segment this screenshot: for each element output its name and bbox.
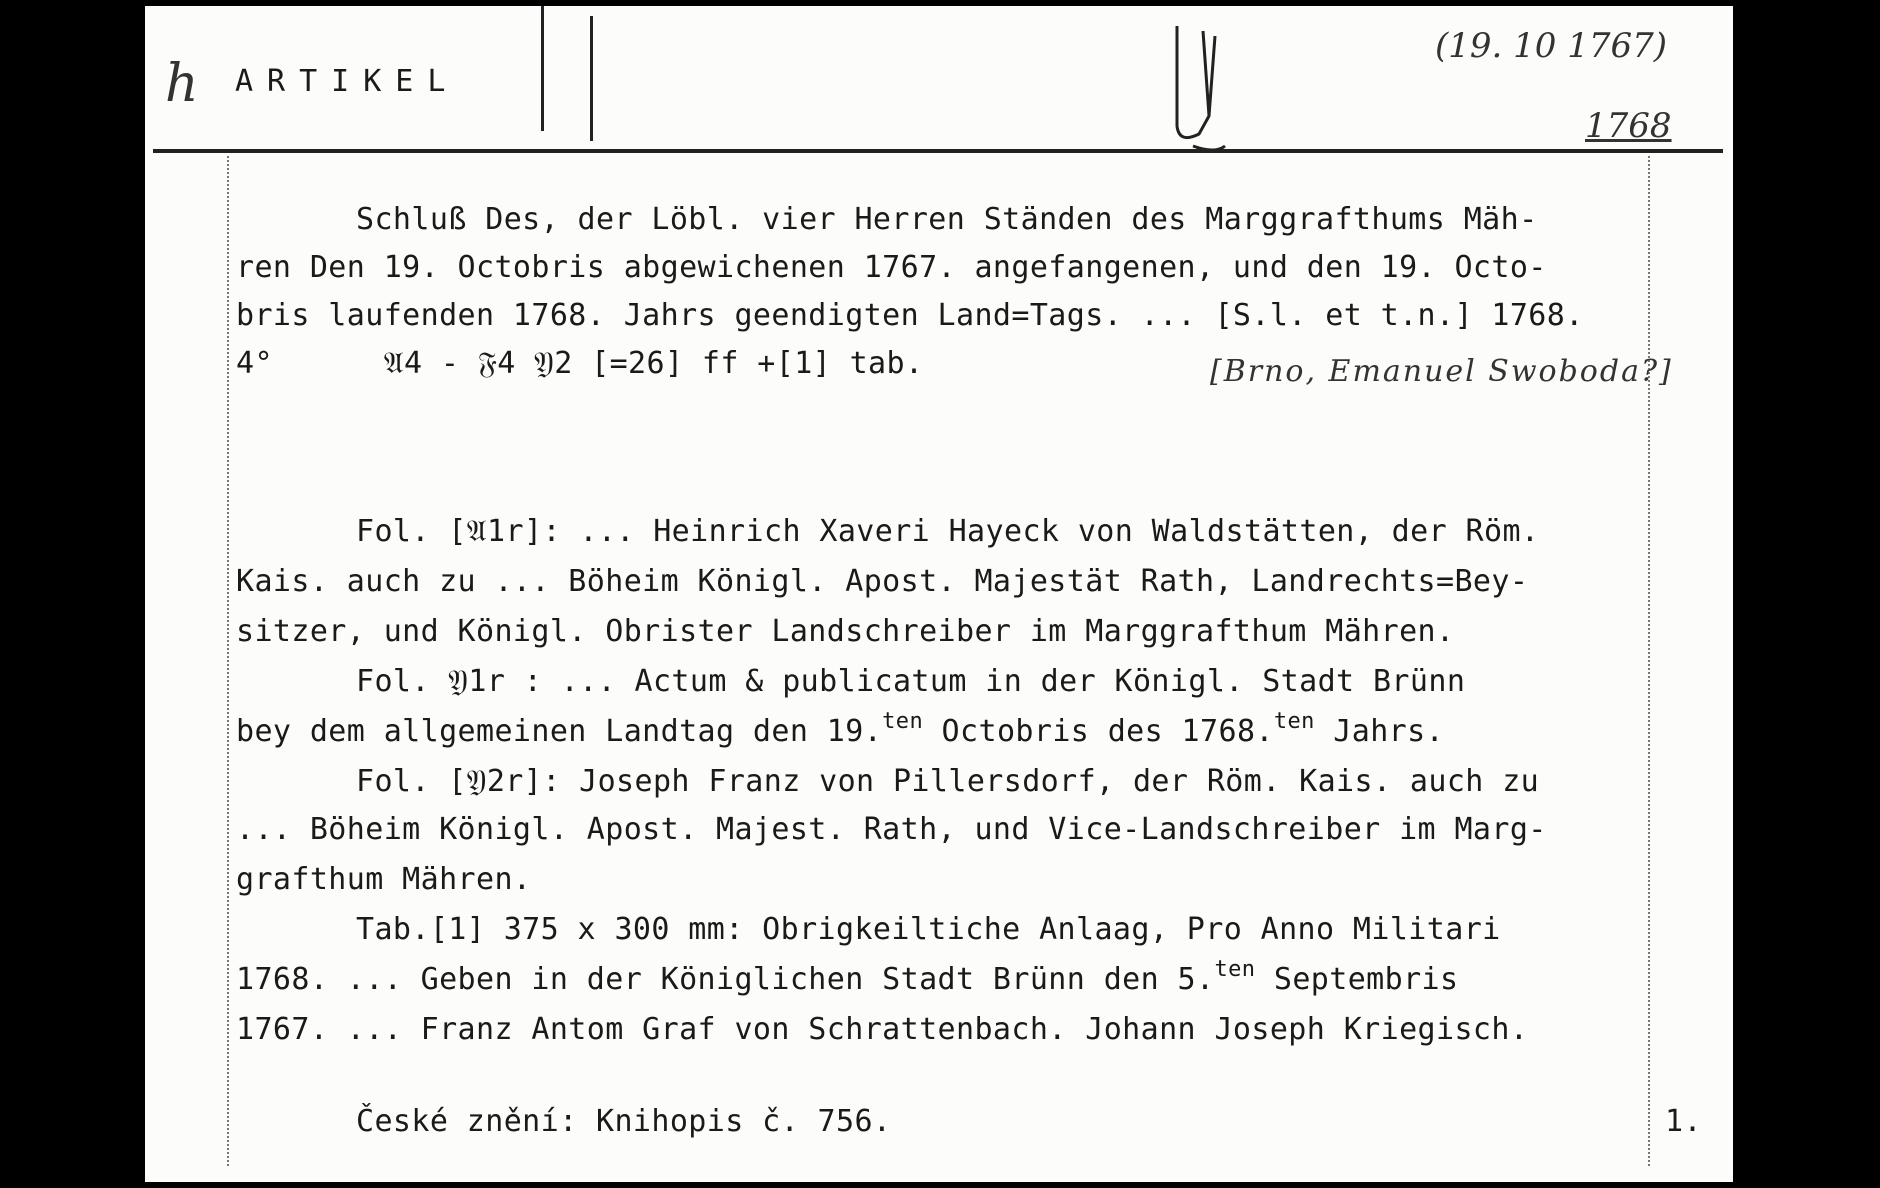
text-segment: Octobris des 1768.	[923, 714, 1274, 749]
catalog-card	[145, 6, 1733, 1182]
date-note: (19. 10 1767)	[1435, 26, 1668, 66]
superscript: ten	[882, 708, 924, 734]
text-segment: Jahrs.	[1314, 714, 1445, 749]
handwritten-mark: h	[165, 54, 199, 114]
folio-line: sitzer, und Königl. Obrister Landschreiber im Marggrafthum Mähren.	[236, 614, 1455, 649]
reference-line: České znění: Knihopis č. 756.	[356, 1104, 892, 1139]
year-note: 1768	[1585, 106, 1672, 146]
title-line: Schluß Des, der Löbl. vier Herren Ständen des Marggrafthums Mäh-	[356, 202, 1538, 237]
imprint-note: [Brno, Emanuel Swoboda?]	[1210, 354, 1673, 389]
title-line: bris laufenden 1768. Jahrs geendigten Land=Tags. ... [S.l. et t.n.] 1768.	[236, 298, 1584, 333]
header-divider	[590, 16, 593, 141]
text-segment: 1768. ... Geben in der Königlichen Stadt Brünn den 5.	[236, 962, 1215, 997]
signature-mark	[1165, 16, 1235, 156]
folio-line: Fol. [𝔜2r]: Joseph Franz von Pillersdorf, der Röm. Kais. auch zu	[356, 764, 1540, 799]
folio-line: Fol. 𝔜1r : ... Actum & publicatum in der Königl. Stadt Brünn	[356, 664, 1466, 699]
folio-line: grafthum Mähren.	[236, 862, 532, 897]
right-margin-guide	[1648, 156, 1650, 1166]
text-segment: Septembris	[1255, 962, 1459, 997]
header-divider	[541, 6, 544, 131]
header-rule	[153, 149, 1723, 153]
folio-line: Fol. [𝔄1r]: ... Heinrich Xaveri Hayeck von Waldstätten, der Röm.	[356, 514, 1540, 549]
folio-line	[236, 708, 1445, 749]
header-label: ARTIKEL	[235, 64, 460, 99]
collation-line: 4° 𝔄4 - 𝔉4 𝔜2 [=26] ff +[1] tab.	[236, 346, 924, 381]
superscript: ten	[1214, 956, 1256, 982]
superscript: ten	[1273, 708, 1315, 734]
table-line: Tab.[1] 375 x 300 mm: Obrigkeiltiche Anlaag, Pro Anno Militari	[356, 912, 1501, 947]
folio-line: ... Böheim Königl. Apost. Majest. Rath, und Vice-Landschreiber im Marg-	[236, 812, 1547, 847]
left-margin-guide	[227, 156, 229, 1166]
table-line: 1767. ... Franz Antom Graf von Schrattenbach. Johann Joseph Kriegisch.	[236, 1012, 1529, 1047]
folio-line: Kais. auch zu ... Böheim Königl. Apost. Majestät Rath, Landrechts=Bey-	[236, 564, 1529, 599]
card-number: 1.	[1665, 1104, 1702, 1139]
table-line	[236, 956, 1459, 997]
text-segment: bey dem allgemeinen Landtag den 19.	[236, 714, 883, 749]
title-line: ren Den 19. Octobris abgewichenen 1767. angefangenen, und den 19. Octo-	[236, 250, 1547, 285]
